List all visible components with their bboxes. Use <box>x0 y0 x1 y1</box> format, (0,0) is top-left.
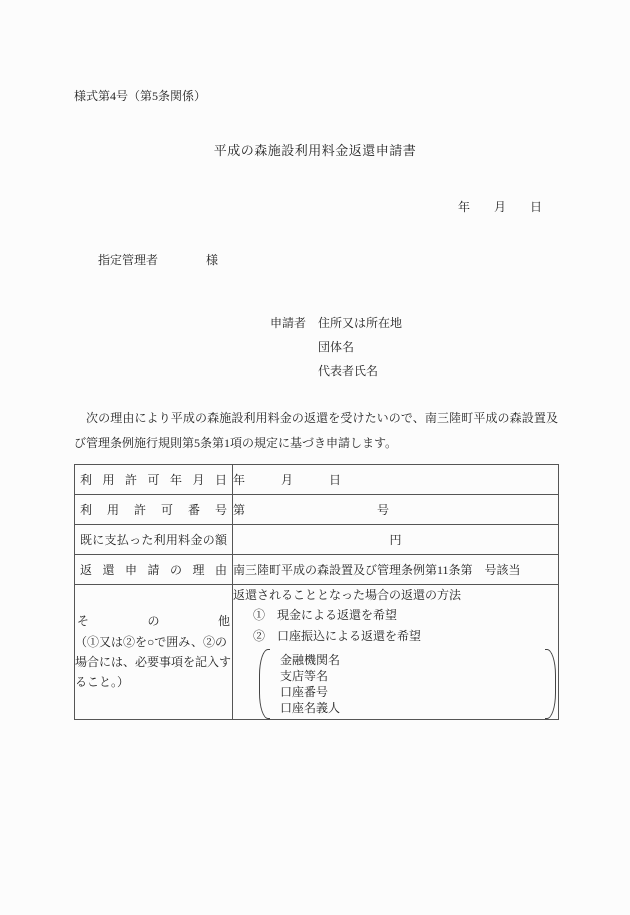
bank-field-branch: 支店等名 <box>280 669 329 683</box>
refund-option-transfer: ② 口座振込による返還を希望 <box>253 629 422 643</box>
permit-date-label-cell <box>75 465 233 495</box>
paid-fee-value: 円 <box>233 525 559 555</box>
other-note: （①又は②を○で囲み、②の場合には、必要事項を記入すること。） <box>75 635 232 689</box>
table-row <box>75 495 559 525</box>
bank-info-bracket <box>259 649 556 719</box>
date-line: 年 月 日 <box>457 200 542 214</box>
form-number-label: 様式第4号（第5条関係） <box>74 89 207 103</box>
permit-number-value: 第 号 <box>233 495 559 525</box>
bracket-right-paren <box>545 649 556 719</box>
refund-method-heading: 返還されることとなった場合の返還の方法 <box>233 588 462 602</box>
addressee-line: 指定管理者 様 <box>98 253 219 267</box>
refund-reason-label-cell <box>75 555 233 585</box>
refund-method-cell <box>233 585 559 720</box>
applicant-address-line: 申請者 住所又は所在地 <box>270 316 403 330</box>
bank-field-account-holder: 口座名義人 <box>280 701 341 715</box>
permit-number-label: 利用許可番号 <box>80 503 227 517</box>
other-label: その他 <box>77 614 230 628</box>
table-row <box>75 555 559 585</box>
document-title: 平成の森施設利用料金返還申請書 <box>213 143 417 158</box>
paid-fee-label: 既に支払った利用料金の額 <box>80 533 227 547</box>
bank-field-institution: 金融機関名 <box>280 653 341 667</box>
refund-reason-value: 南三陸町平成の森設置及び管理条例第11条第 号該当 <box>233 555 559 585</box>
refund-option-cash: ① 現金による返還を希望 <box>253 608 398 622</box>
table-row <box>75 525 559 555</box>
other-label-cell <box>75 585 233 720</box>
application-table <box>74 464 559 720</box>
table-row <box>75 585 559 720</box>
paid-fee-label-cell <box>75 525 233 555</box>
permit-number-label-cell <box>75 495 233 525</box>
body-paragraph: 次の理由により平成の森施設利用料金の返還を受けたいので、南三陸町平成の森設置及び管理条例施行規則第5条第1項の規定に基づき申請します。 <box>74 411 558 450</box>
permit-date-value: 年 月 日 <box>233 465 559 495</box>
table-row <box>75 465 559 495</box>
refund-reason-label: 返還申請の理由 <box>80 563 227 577</box>
bracket-left-paren <box>259 649 270 719</box>
applicant-organization-line: 団体名 <box>318 340 355 354</box>
bank-field-account-number: 口座番号 <box>280 685 329 699</box>
applicant-block <box>270 311 402 383</box>
permit-date-label: 利用許可年月日 <box>80 473 227 487</box>
bank-info-fields <box>270 649 545 719</box>
applicant-representative-line: 代表者氏名 <box>318 364 379 378</box>
